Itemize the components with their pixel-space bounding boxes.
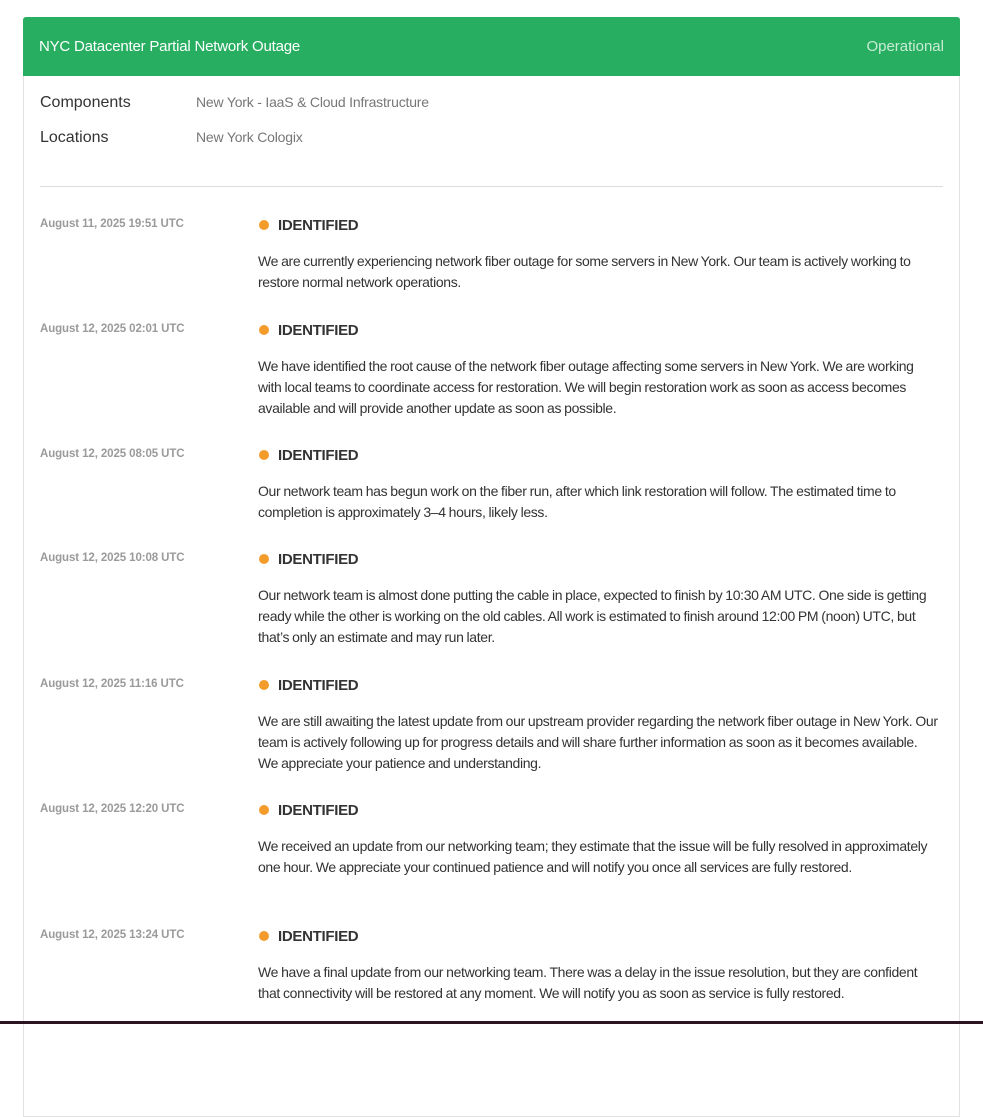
update-message: We received an update from our networking team; they estimate that the issue will be fully resolved in approximately one hour. We appreciate your continued patience and will notify you once all services are fully restored. bbox=[258, 838, 928, 875]
update-timestamp: August 11, 2025 19:51 UTC bbox=[40, 218, 184, 230]
status-dot-icon bbox=[259, 931, 269, 941]
update-status bbox=[258, 674, 938, 696]
update-status-label: IDENTIFIED bbox=[278, 676, 359, 694]
incident-title: NYC Datacenter Partial Network Outage bbox=[39, 38, 301, 55]
update-status-label: IDENTIFIED bbox=[278, 801, 359, 819]
update-body bbox=[258, 214, 938, 319]
update-message: We have identified the root cause of the network fiber outage affecting some servers in New York. We are working with local teams to coordinate access for restoration. We will begin restoration work as soon as access becomes available and will provide another update as soon as possible. bbox=[258, 358, 914, 416]
status-dot-icon bbox=[259, 680, 269, 690]
update-entry bbox=[24, 548, 959, 674]
update-status-label: IDENTIFIED bbox=[278, 927, 359, 945]
update-status-label: IDENTIFIED bbox=[278, 321, 359, 339]
incident-meta bbox=[24, 76, 959, 164]
incident-card bbox=[23, 17, 960, 1117]
status-dot-icon bbox=[259, 554, 269, 564]
update-timestamp: August 12, 2025 11:16 UTC bbox=[40, 678, 184, 690]
update-status bbox=[258, 319, 938, 341]
update-entry bbox=[24, 799, 959, 925]
update-message: Our network team has begun work on the fiber run, after which link restoration will follow. The estimated time to completion is approximately 3–4 hours, likely less. bbox=[258, 483, 896, 520]
update-body bbox=[258, 799, 938, 925]
components-label: Components bbox=[40, 94, 131, 111]
update-timestamp: August 12, 2025 08:05 UTC bbox=[40, 448, 185, 460]
update-message: We are currently experiencing network fiber outage for some servers in New York. Our team is actively working to restore normal network operations. bbox=[258, 253, 911, 290]
locations-value: New York Cologix bbox=[196, 129, 303, 145]
meta-divider bbox=[40, 186, 943, 187]
update-entry bbox=[24, 444, 959, 548]
incident-header bbox=[23, 17, 960, 76]
update-status bbox=[258, 799, 938, 821]
update-status bbox=[258, 444, 938, 466]
update-timestamp: August 12, 2025 12:20 UTC bbox=[40, 803, 185, 815]
update-body bbox=[258, 444, 938, 548]
status-dot-icon bbox=[259, 450, 269, 460]
incident-status-badge: Operational bbox=[866, 38, 944, 55]
update-entry bbox=[24, 214, 959, 319]
status-dot-icon bbox=[259, 220, 269, 230]
update-body bbox=[258, 925, 938, 1050]
status-dot-icon bbox=[259, 805, 269, 815]
update-timestamp: August 12, 2025 02:01 UTC bbox=[40, 323, 185, 335]
update-status-label: IDENTIFIED bbox=[278, 446, 359, 464]
updates-timeline bbox=[24, 214, 959, 1050]
locations-label: Locations bbox=[40, 129, 109, 146]
update-message: We are still awaiting the latest update from our upstream provider regarding the network fiber outage in New York. Our team is actively following up for progress details and will share further information as soon as it becomes available. We appreciate your patience and understanding. bbox=[258, 713, 938, 771]
update-entry bbox=[24, 674, 959, 799]
update-status-label: IDENTIFIED bbox=[278, 216, 359, 234]
update-status bbox=[258, 548, 938, 570]
update-body bbox=[258, 319, 938, 444]
update-message: We have a final update from our networking team. There was a delay in the issue resolution, but they are confident that connectivity will be restored at any moment. We will notify you as soon as service is fully restored. bbox=[258, 964, 918, 1001]
update-status bbox=[258, 925, 938, 947]
locations-row bbox=[40, 129, 943, 164]
components-row bbox=[40, 94, 943, 129]
update-body bbox=[258, 674, 938, 799]
status-dot-icon bbox=[259, 325, 269, 335]
update-timestamp: August 12, 2025 10:08 UTC bbox=[40, 552, 185, 564]
update-body bbox=[258, 548, 938, 674]
update-timestamp: August 12, 2025 13:24 UTC bbox=[40, 929, 185, 941]
components-value: New York - IaaS & Cloud Infrastructure bbox=[196, 94, 429, 110]
update-status bbox=[258, 214, 938, 236]
update-status-label: IDENTIFIED bbox=[278, 550, 359, 568]
update-message: Our network team is almost done putting the cable in place, expected to finish by 10:30 AM UTC. One side is getting ready while the other is working on the old cables. All work is estimated to finish around 12:00 PM (noon) UTC, but that’s only an estimate and may run later. bbox=[258, 587, 927, 645]
update-entry bbox=[24, 925, 959, 1050]
update-entry bbox=[24, 319, 959, 444]
